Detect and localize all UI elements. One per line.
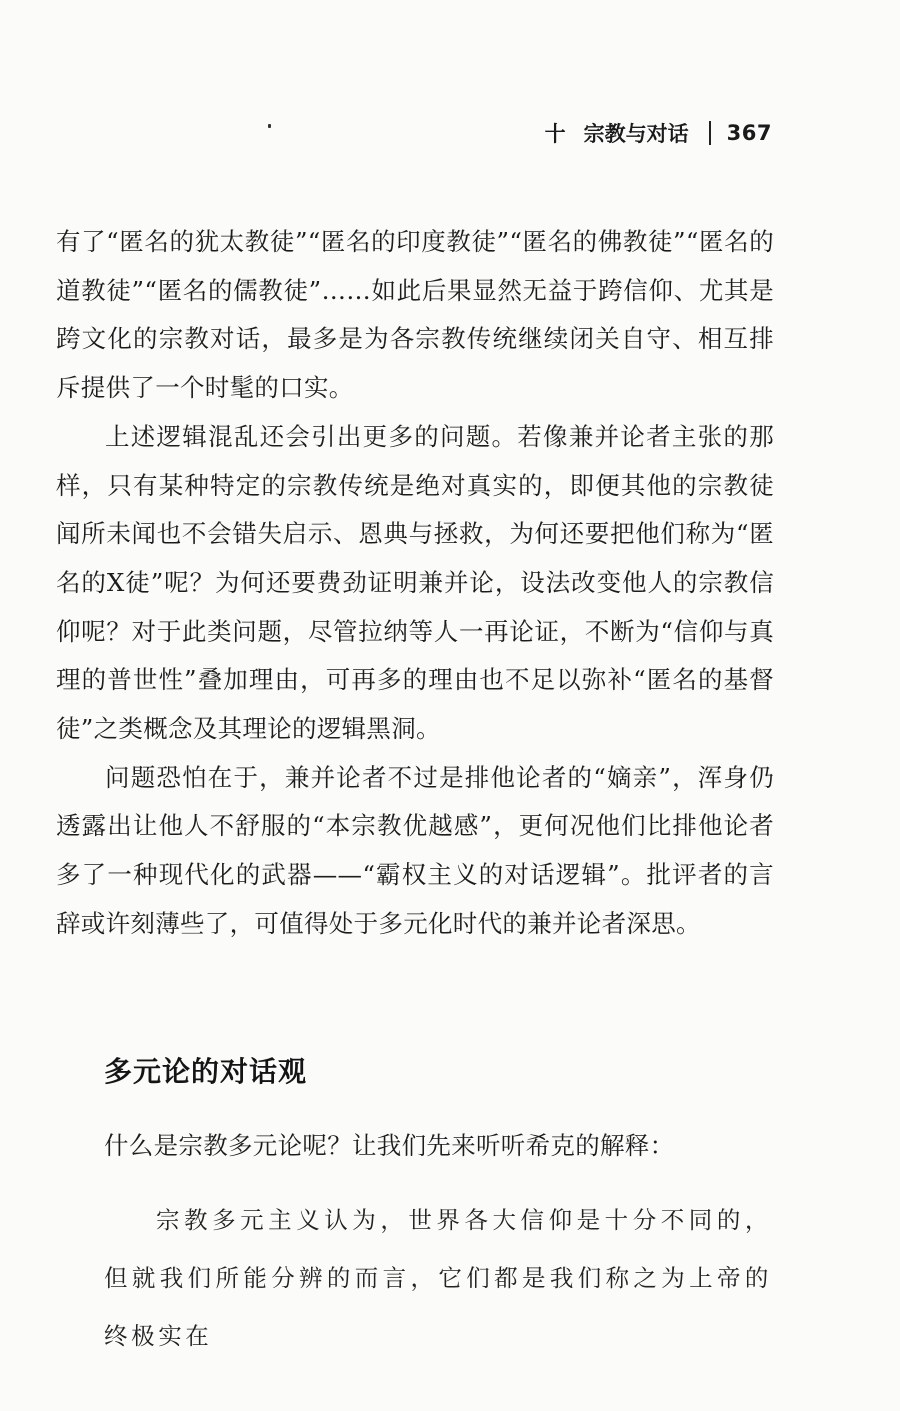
paragraph: 问题恐怕在于，兼并论者不过是排他论者的“嫡亲”，浑身仍透露出让他人不舒服的“本宗教优越感”，更何况他们比排他论者多了一种现代化的武器——“霸权主义的对话逻辑”。批评者的言辞或许刻薄些了，可值得处于多元化时代的兼并论者深思。 — [56, 762, 774, 938]
header-divider — [709, 121, 711, 145]
running-header — [545, 116, 772, 150]
section-intro: 什么是宗教多元论呢？让我们先来听听希克的解释： — [104, 1131, 675, 1160]
chapter-title: 宗教与对话 — [583, 122, 689, 146]
section-heading: 多元论的对话观 — [104, 1055, 308, 1088]
body-text — [56, 218, 774, 949]
paragraph-continuation: 有了“匿名的犹太教徒”“匿名的印度教徒”“匿名的佛教徒”“匿名的道教徒”“匿名的儒教徒”……如此后果显然无益于跨信仰、尤其是跨文化的宗教对话，最多是为各宗教传统继续闭关自守、相互排斥提供了一个时髦的口实。 — [56, 227, 774, 403]
chapter-number: 十 — [544, 122, 566, 146]
page-number: 367 — [726, 121, 772, 145]
block-quote: 宗教多元主义认为，世界各大信仰是十分不同的，但就我们所能分辨的而言，它们都是我们称之为上帝的终极实在 — [104, 1206, 772, 1350]
paragraph: 上述逻辑混乱还会引出更多的问题。若像兼并论者主张的那样，只有某种特定的宗教传统是绝对真实的，即便其他的宗教徒闻所未闻也不会错失启示、恩典与拯救，为何还要把他们称为“匿名的X徒”呢？为何还要费劲证明兼并论，设法改变他人的宗教信仰呢？对于此类问题，尽管拉纳等人一再论证，不断为“信仰与真理的普世性”叠加理由，可再多的理由也不足以弥补“匿名的基督徒”之类概念及其理论的逻辑黑洞。 — [56, 421, 774, 744]
print-speck — [268, 124, 271, 128]
